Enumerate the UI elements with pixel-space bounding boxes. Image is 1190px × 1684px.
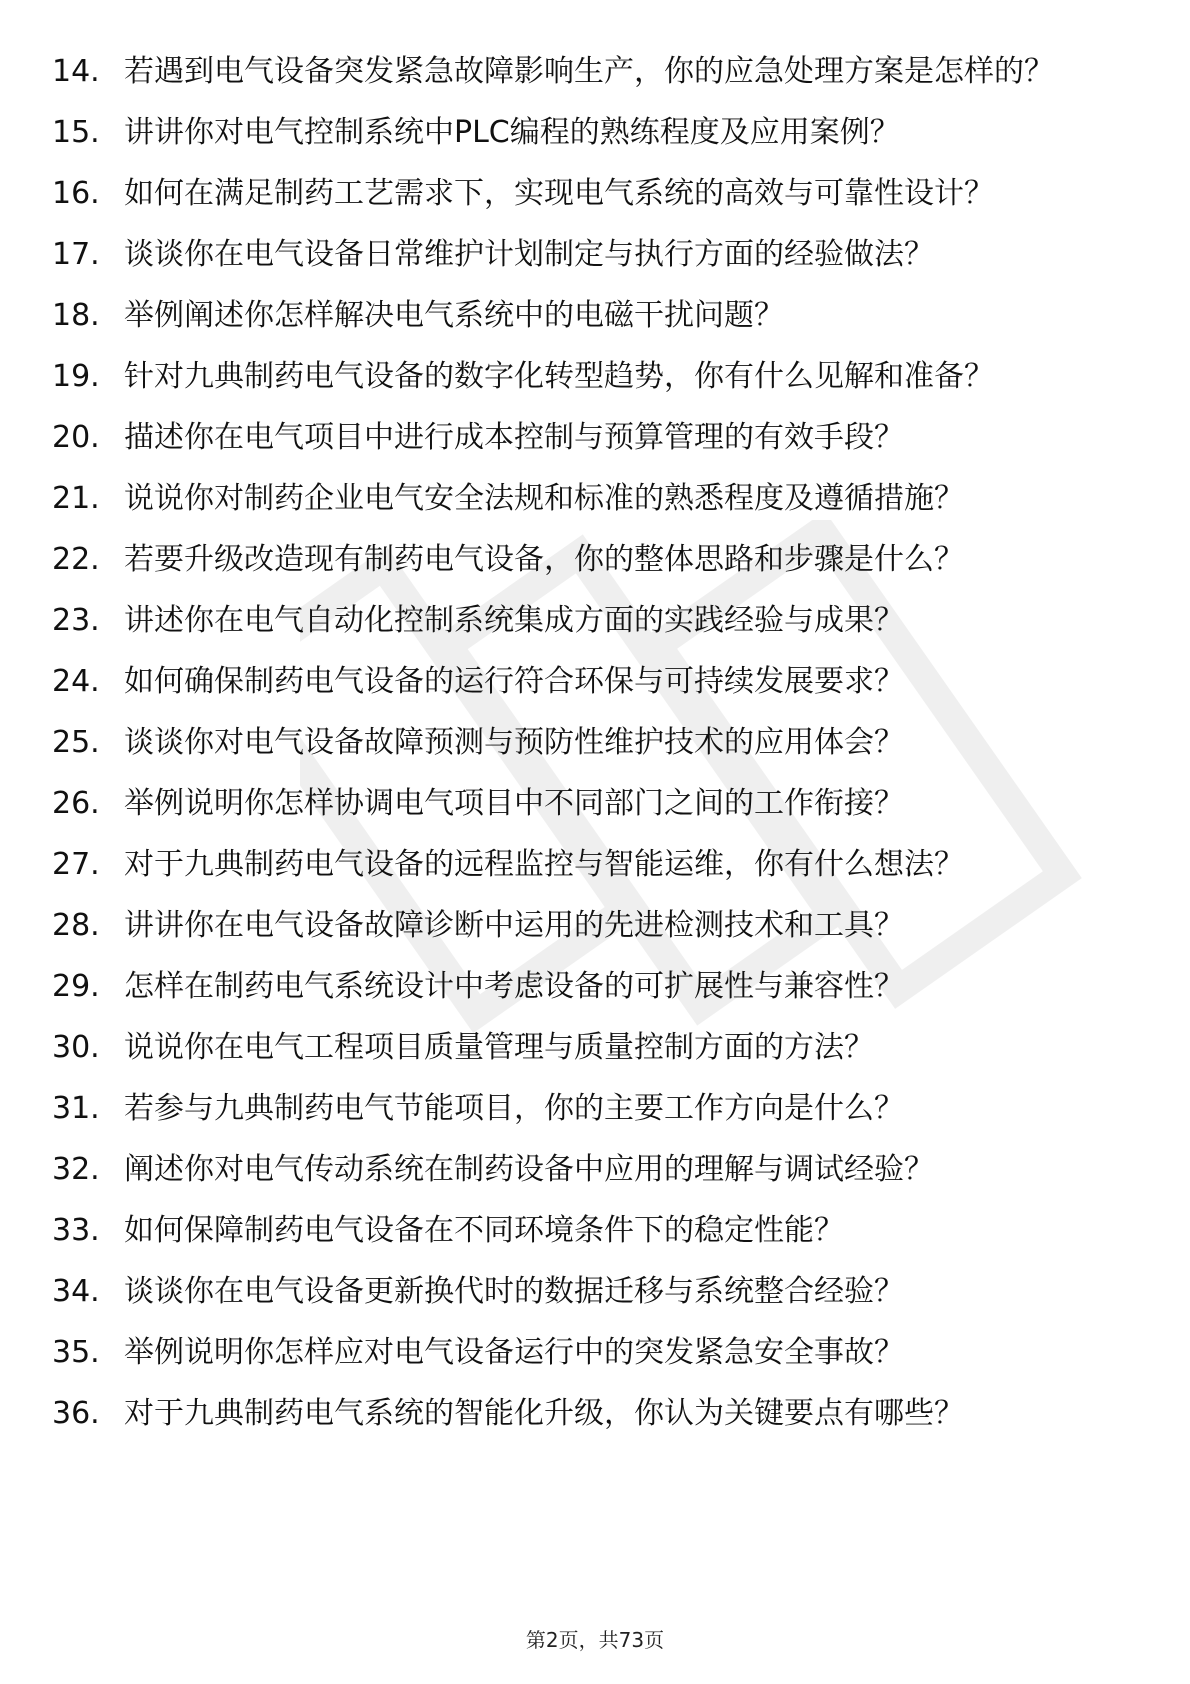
question-text: 谈谈你在电气设备日常维护计划制定与执行方面的经验做法？ bbox=[124, 237, 934, 272]
list-item bbox=[52, 784, 1132, 824]
question-number: 31. bbox=[52, 1091, 100, 1126]
question-text: 若遇到电气设备突发紧急故障影响生产，你的应急处理方案是怎样的？ bbox=[124, 54, 1054, 89]
question-text: 说说你对制药企业电气安全法规和标准的熟悉程度及遵循措施？ bbox=[124, 481, 964, 516]
list-item bbox=[52, 52, 1132, 92]
list-item bbox=[52, 1272, 1132, 1312]
question-number: 30. bbox=[52, 1030, 100, 1065]
question-text: 描述你在电气项目中进行成本控制与预算管理的有效手段？ bbox=[124, 420, 904, 455]
list-item bbox=[52, 967, 1132, 1007]
question-text: 如何保障制药电气设备在不同环境条件下的稳定性能？ bbox=[124, 1213, 844, 1248]
question-number: 33. bbox=[52, 1213, 100, 1248]
list-item bbox=[52, 662, 1132, 702]
question-number: 25. bbox=[52, 725, 100, 760]
question-number: 32. bbox=[52, 1152, 100, 1187]
question-number: 21. bbox=[52, 481, 100, 516]
question-number: 15. bbox=[52, 115, 100, 150]
question-number: 14. bbox=[52, 54, 100, 89]
question-number: 36. bbox=[52, 1396, 100, 1431]
question-text: 对于九典制药电气系统的智能化升级，你认为关键要点有哪些？ bbox=[124, 1396, 964, 1431]
question-text: 举例阐述你怎样解决电气系统中的电磁干扰问题？ bbox=[124, 298, 784, 333]
list-item bbox=[52, 1211, 1132, 1251]
question-text: 举例说明你怎样应对电气设备运行中的突发紧急安全事故？ bbox=[124, 1335, 904, 1370]
question-number: 26. bbox=[52, 786, 100, 821]
list-item bbox=[52, 601, 1132, 641]
question-text: 说说你在电气工程项目质量管理与质量控制方面的方法？ bbox=[124, 1030, 874, 1065]
question-text: 对于九典制药电气设备的远程监控与智能运维，你有什么想法？ bbox=[124, 847, 964, 882]
question-text: 若参与九典制药电气节能项目，你的主要工作方向是什么？ bbox=[124, 1091, 904, 1126]
question-text: 如何在满足制药工艺需求下，实现电气系统的高效与可靠性设计？ bbox=[124, 176, 994, 211]
question-text: 若要升级改造现有制药电气设备，你的整体思路和步骤是什么？ bbox=[124, 542, 964, 577]
question-number: 34. bbox=[52, 1274, 100, 1309]
question-number: 23. bbox=[52, 603, 100, 638]
list-item bbox=[52, 296, 1132, 336]
question-number: 27. bbox=[52, 847, 100, 882]
list-item bbox=[52, 418, 1132, 458]
list-item bbox=[52, 1333, 1132, 1373]
list-item bbox=[52, 235, 1132, 275]
question-number: 24. bbox=[52, 664, 100, 699]
question-text: 讲讲你对电气控制系统中PLC编程的熟练程度及应用案例？ bbox=[124, 115, 900, 150]
question-number: 17. bbox=[52, 237, 100, 272]
question-number: 28. bbox=[52, 908, 100, 943]
list-item bbox=[52, 1089, 1132, 1129]
question-text: 举例说明你怎样协调电气项目中不同部门之间的工作衔接？ bbox=[124, 786, 904, 821]
list-item bbox=[52, 906, 1132, 946]
question-text: 讲讲你在电气设备故障诊断中运用的先进检测技术和工具？ bbox=[124, 908, 904, 943]
list-item bbox=[52, 1394, 1132, 1434]
question-text: 阐述你对电气传动系统在制药设备中应用的理解与调试经验？ bbox=[124, 1152, 934, 1187]
question-text: 谈谈你对电气设备故障预测与预防性维护技术的应用体会？ bbox=[124, 725, 904, 760]
page-footer: 第2页，共73页 bbox=[525, 1628, 665, 1652]
list-item bbox=[52, 540, 1132, 580]
question-number: 19. bbox=[52, 359, 100, 394]
question-number: 20. bbox=[52, 420, 100, 455]
question-number: 29. bbox=[52, 969, 100, 1004]
question-text: 针对九典制药电气设备的数字化转型趋势，你有什么见解和准备？ bbox=[124, 359, 994, 394]
question-number: 22. bbox=[52, 542, 100, 577]
list-item bbox=[52, 1028, 1132, 1068]
question-text: 谈谈你在电气设备更新换代时的数据迁移与系统整合经验？ bbox=[124, 1274, 904, 1309]
list-item bbox=[52, 113, 1132, 153]
question-text: 怎样在制药电气系统设计中考虑设备的可扩展性与兼容性？ bbox=[124, 969, 904, 1004]
question-number: 18. bbox=[52, 298, 100, 333]
list-item bbox=[52, 1150, 1132, 1190]
question-number: 35. bbox=[52, 1335, 100, 1370]
question-text: 讲述你在电气自动化控制系统集成方面的实践经验与成果？ bbox=[124, 603, 904, 638]
list-item bbox=[52, 479, 1132, 519]
question-list bbox=[52, 52, 1132, 1455]
list-item bbox=[52, 845, 1132, 885]
list-item bbox=[52, 174, 1132, 214]
question-number: 16. bbox=[52, 176, 100, 211]
list-item bbox=[52, 723, 1132, 763]
question-text: 如何确保制药电气设备的运行符合环保与可持续发展要求？ bbox=[124, 664, 904, 699]
list-item bbox=[52, 357, 1132, 397]
